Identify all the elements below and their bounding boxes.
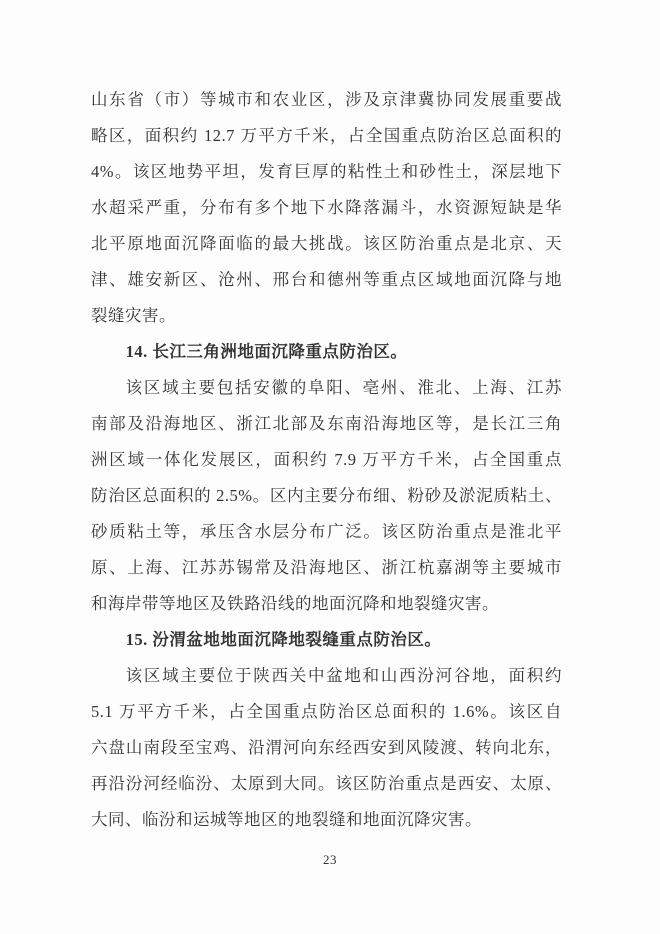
text-line: 和海岸带等地区及铁路沿线的地面沉降和地裂缝灾害。 <box>91 594 499 613</box>
text-line: 山东省（市）等城市和农业区，涉及京津冀协同发展重要战 <box>91 90 562 109</box>
text-line: 大同、临汾和运城等地区的地裂缝和地面沉降灾害。 <box>91 810 482 829</box>
text-line: 5.1 万平方千米，占全国重点防治区总面积的 1.6%。该区自 <box>91 702 562 721</box>
text-line: 北平原地面沉降面临的最大挑战。该区防治重点是北京、天 <box>91 234 562 253</box>
text-line: 4%。该区地势平坦，发育巨厚的粘性土和砂性土，深层地下 <box>91 162 562 181</box>
page-footer <box>0 851 660 869</box>
text-line: 原、上海、江苏苏锡常及沿海地区、浙江杭嘉湖等主要城市 <box>91 558 562 577</box>
text-line: 六盘山南段至宝鸡、沿渭河向东经西安到风陵渡、转向北东， <box>91 738 562 757</box>
section-heading: 15. 汾渭盆地地面沉降地裂缝重点防治区。 <box>125 630 442 649</box>
text-line: 再沿汾河经临汾、太原到大同。该区防治重点是西安、太原、 <box>91 774 562 793</box>
text-line: 砂质粘土等，承压含水层分布广泛。该区防治重点是淮北平 <box>91 522 562 541</box>
text-line: 裂缝灾害。 <box>91 306 176 325</box>
text-line: 略区，面积约 12.7 万平方千米，占全国重点防治区总面积的 <box>91 126 562 145</box>
section-heading: 14. 长江三角洲地面沉降重点防治区。 <box>125 342 408 361</box>
text-line: 该区域主要位于陕西关中盆地和山西汾河谷地，面积约 <box>125 666 562 685</box>
text-line: 该区域主要包括安徽的阜阳、亳州、淮北、上海、江苏 <box>125 378 562 397</box>
text-line: 防治区总面积的 2.5%。区内主要分布细、粉砂及淤泥质粘土、 <box>91 486 562 505</box>
text-line: 南部及沿海地区、浙江北部及东南沿海地区等，是长江三角 <box>91 414 562 433</box>
text-line: 洲区域一体化发展区，面积约 7.9 万平方千米，占全国重点 <box>91 450 562 469</box>
text-line: 津、雄安新区、沧州、邢台和德州等重点区域地面沉降与地 <box>91 270 562 289</box>
text-line: 水超采严重，分布有多个地下水降落漏斗，水资源短缺是华 <box>91 198 562 217</box>
page-number: 23 <box>323 852 337 867</box>
document-body <box>91 82 562 838</box>
